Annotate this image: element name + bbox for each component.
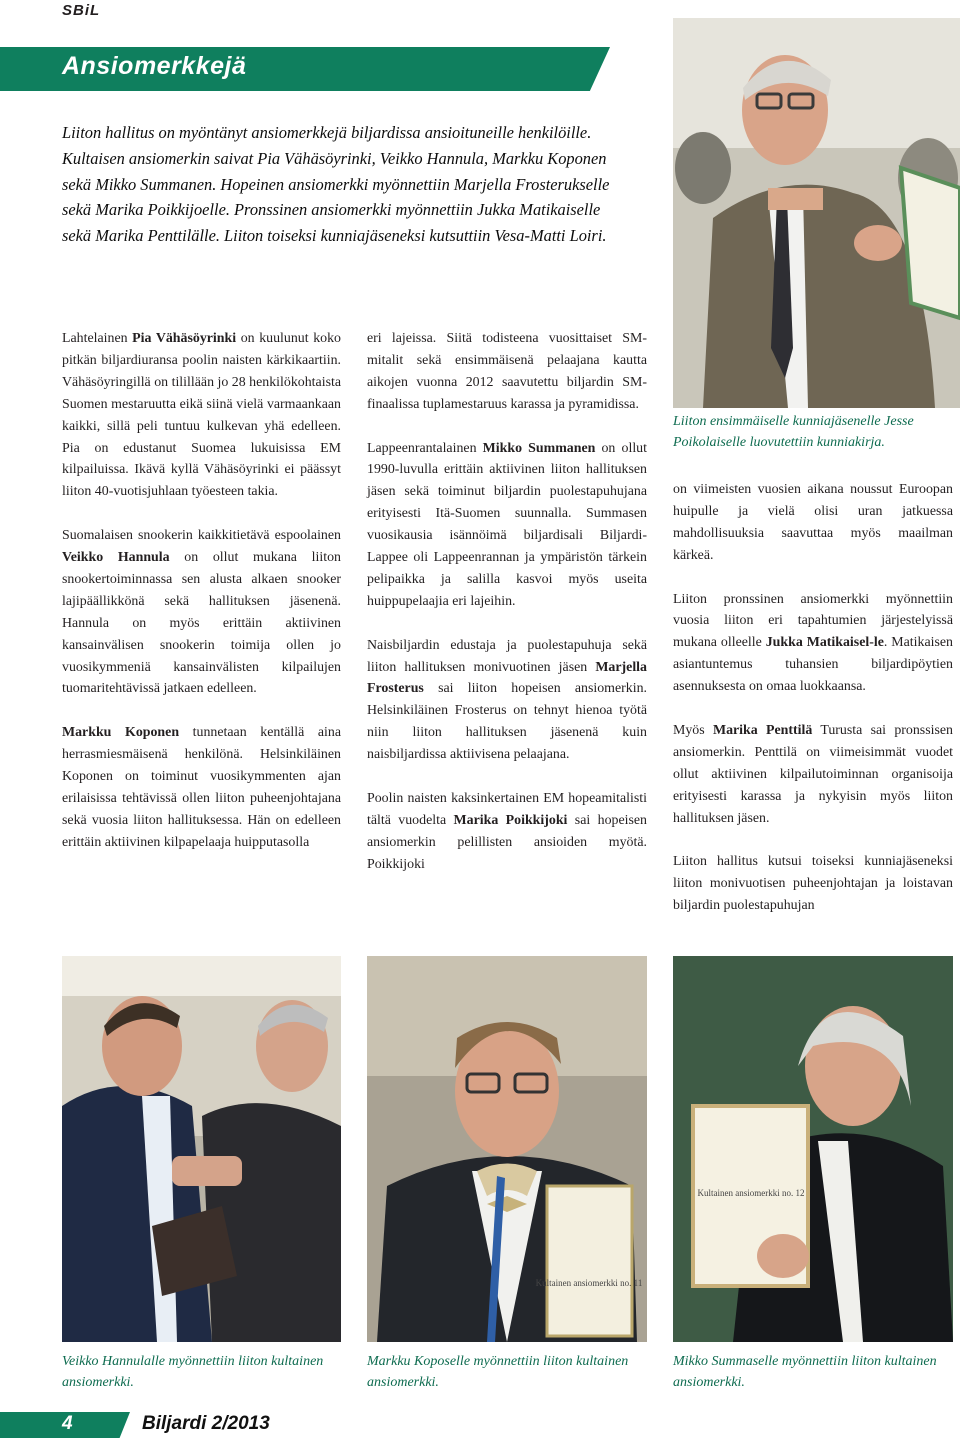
paragraph-matikainen: Liiton pronssinen ansiomerkki myönnettiin vuosia liiton eri tapahtumien järjestelyissä mukana olleelle Jukka Matikaisel-le. Matikaisen asiantuntemus tuhansien biljardipöytien asennuksesta on omaa luokkaansa. (673, 591, 953, 695)
person-name: Marika Poikkijoki (453, 812, 568, 828)
person-name: Marika Penttilä (712, 722, 813, 738)
person-name: Markku Koponen (62, 725, 180, 741)
paragraph-frosterus: Naisbiljardin edustaja ja puolestapuhuja sekä liiton hallituksen monivuotinen jäsen Marjella Frosterus sai liiton hopeisen ansiomerkin. Helsinkiläinen Frosterus on tehnyt hienoa työtä niin liiton hallituksen jäsenenä kuin naisbiljardissa aktiivisena pelaajana. (367, 637, 647, 763)
svg-text:Kultainen ansiomerkki no. 12: Kultainen ansiomerkki no. 12 (697, 1188, 805, 1198)
person-name: Pia Vähäsöyrinki (132, 331, 237, 346)
paragraph-koponen-cont: eri lajeissa. Siitä todisteena vuosittaiset SM-mitalit sekä ensimmäisenä pelaajana kautta aikojen vuonna 2012 saavutettu biljardin SM-finaalissa tuplamestaruus karassa ja pyramidissa. (367, 331, 647, 412)
photo-illustration (673, 956, 953, 1342)
person-name: Marjella Frosterus (367, 659, 647, 697)
magazine-name: SBiL (62, 2, 101, 19)
paragraph-loiri: Liiton hallitus kutsui toiseksi kunniajäseneksi liiton monivuotisen puheenjohtajan ja loistavan biljardin puolestapuhujan (673, 854, 953, 914)
paragraph-penttila: Myös Marika Penttilä Turusta sai pronssisen ansiomerkin. Penttilä on viimeisimmät vuodet ollut aktiivinen kilpailutoiminnan organisoija erityisesti karassa ja nykyisin myös liiton hallituksen jäsen. (673, 722, 953, 826)
article-column-1 (62, 328, 341, 876)
photo-summanen (673, 956, 953, 1342)
photo-honorary-member (673, 18, 960, 408)
article-column-2 (367, 328, 647, 898)
article-lead: Liiton hallitus on myöntänyt ansiomerkkejä biljardissa ansioituneille henkilöille. Kultaisen ansiomerkin saivat Pia Vähäsöyrinki, Veikko Hannula, Markku Koponen sekä Mikko Summanen. Hopeinen ansiomerkki myönnettiin Marjella Frosterukselle sekä Marika Poikkijoelle. Pronssinen ansiomerkki myönnettiin Jukka Matikaiselle sekä Marika Penttilälle. Liiton toiseksi kunniajäseneksi kutsuttiin Vesa-Matti Loiri. (62, 123, 610, 246)
paragraph-poikkijoki-cont: on viimeisten vuosien aikana noussut Euroopan huipulle ja vielä olisi uran jatkuessa mahdollisuuksia saavuttaa myös maailman kärkeä. (673, 482, 953, 563)
paragraph-summanen: Lappeenrantalainen Mikko Summanen on ollut 1990-luvulla erittäin aktiivinen liiton hallituksen jäsen sekä toiminut biljardin puolestapuhujana erityisesti Itä-Suomen suunnalla. Summasen vuosikausia isännöimä biljardisali Biljardi-Lappee oli Lappeenrannan ja ympäristön tärkein pelipaikka ja salilla kasvoi myös useita huippupelaajia eri lajeihin. (367, 440, 647, 609)
photo-illustration (367, 956, 647, 1342)
person-name: Veikko Hannula (62, 550, 170, 566)
paragraph-poikkijoki: Poolin naisten kaksinkertainen EM hopeamitalisti tältä vuodelta Marika Poikkijoki sai hopeisen ansiomerkin pelillisten ansioiden myötä. Poikkijoki (367, 790, 647, 872)
photo-illustration (673, 18, 960, 408)
paragraph-koponen: Markku Koponen tunnetaan kentällä aina herrasmiesmäisenä henkilönä. Helsinkiläinen Koponen on toiminut vuosikymmenten ajan erilaisissa tehtävissä ollen liiton puheenjohtajana sekä vuosia liiton hallituksessa. Hän on edelleen erittäin aktiivinen kilpapelaaja huipputasolla (62, 725, 341, 850)
photo-hannula (62, 956, 341, 1342)
section-title: Ansiomerkkejä (62, 52, 247, 80)
caption-koponen: Markku Koposelle myönnettiin liiton kultainen ansiomerkki. (367, 1354, 629, 1390)
svg-text:Kultainen ansiomerkki no. 11: Kultainen ansiomerkki no. 11 (535, 1278, 643, 1288)
paragraph-hannula: Suomalaisen snookerin kaikkitietävä espoolainen Veikko Hannula on ollut mukana liiton snookertoiminnassa sen alusta alkaen snooker lajipäällikkönä sekä hallituksen jäsenenä. Hannula on myös erittäin aktiivinen kansainvälisen snookerin toimija ollen jo vuosikymmeniä kansainvälisten kilpailujen tuomaritehtävissä jatkaen edelleen. (62, 528, 341, 697)
person-name: Jukka Matikaisel-le (765, 635, 884, 651)
photo-illustration (62, 956, 341, 1342)
article-column-3 (673, 479, 953, 939)
issue-label: Biljardi 2/2013 (142, 1413, 270, 1434)
diploma (536, 1186, 643, 1336)
caption-summanen: Mikko Summaselle myönnettiin liiton kultainen ansiomerkki. (673, 1354, 937, 1390)
paragraph-vahasoyrinki: Lahtelainen Pia Vähäsöyrinki on kuulunut koko pitkän biljardiuransa poolin naisten kärkikaartiin. Vähäsöyringillä on tilillään jo 28 henkilökohtaista Suomen mestaruutta eikä siinä vielä varmaankaan kaikki, sillä peli tuntuu kulkevan yhä edelleen. Pia on edustanut Suomea lukuisissa EM kilpailuissa. Ikävä kyllä Vähäsöyrinki ei päässyt liiton 40-vuotisjuhlaan työesteen takia. (62, 331, 341, 500)
page-number: 4 (62, 1413, 73, 1434)
caption-hannula: Veikko Hannulalle myönnettiin liiton kultainen ansiomerkki. (62, 1354, 324, 1390)
person-name: Mikko Summanen (482, 440, 596, 456)
caption-honorary-member: Liiton ensimmäiselle kunniajäsenelle Jesse Poikolaiselle luovutettiin kunniakirja. (673, 414, 914, 450)
photo-koponen (367, 956, 647, 1342)
